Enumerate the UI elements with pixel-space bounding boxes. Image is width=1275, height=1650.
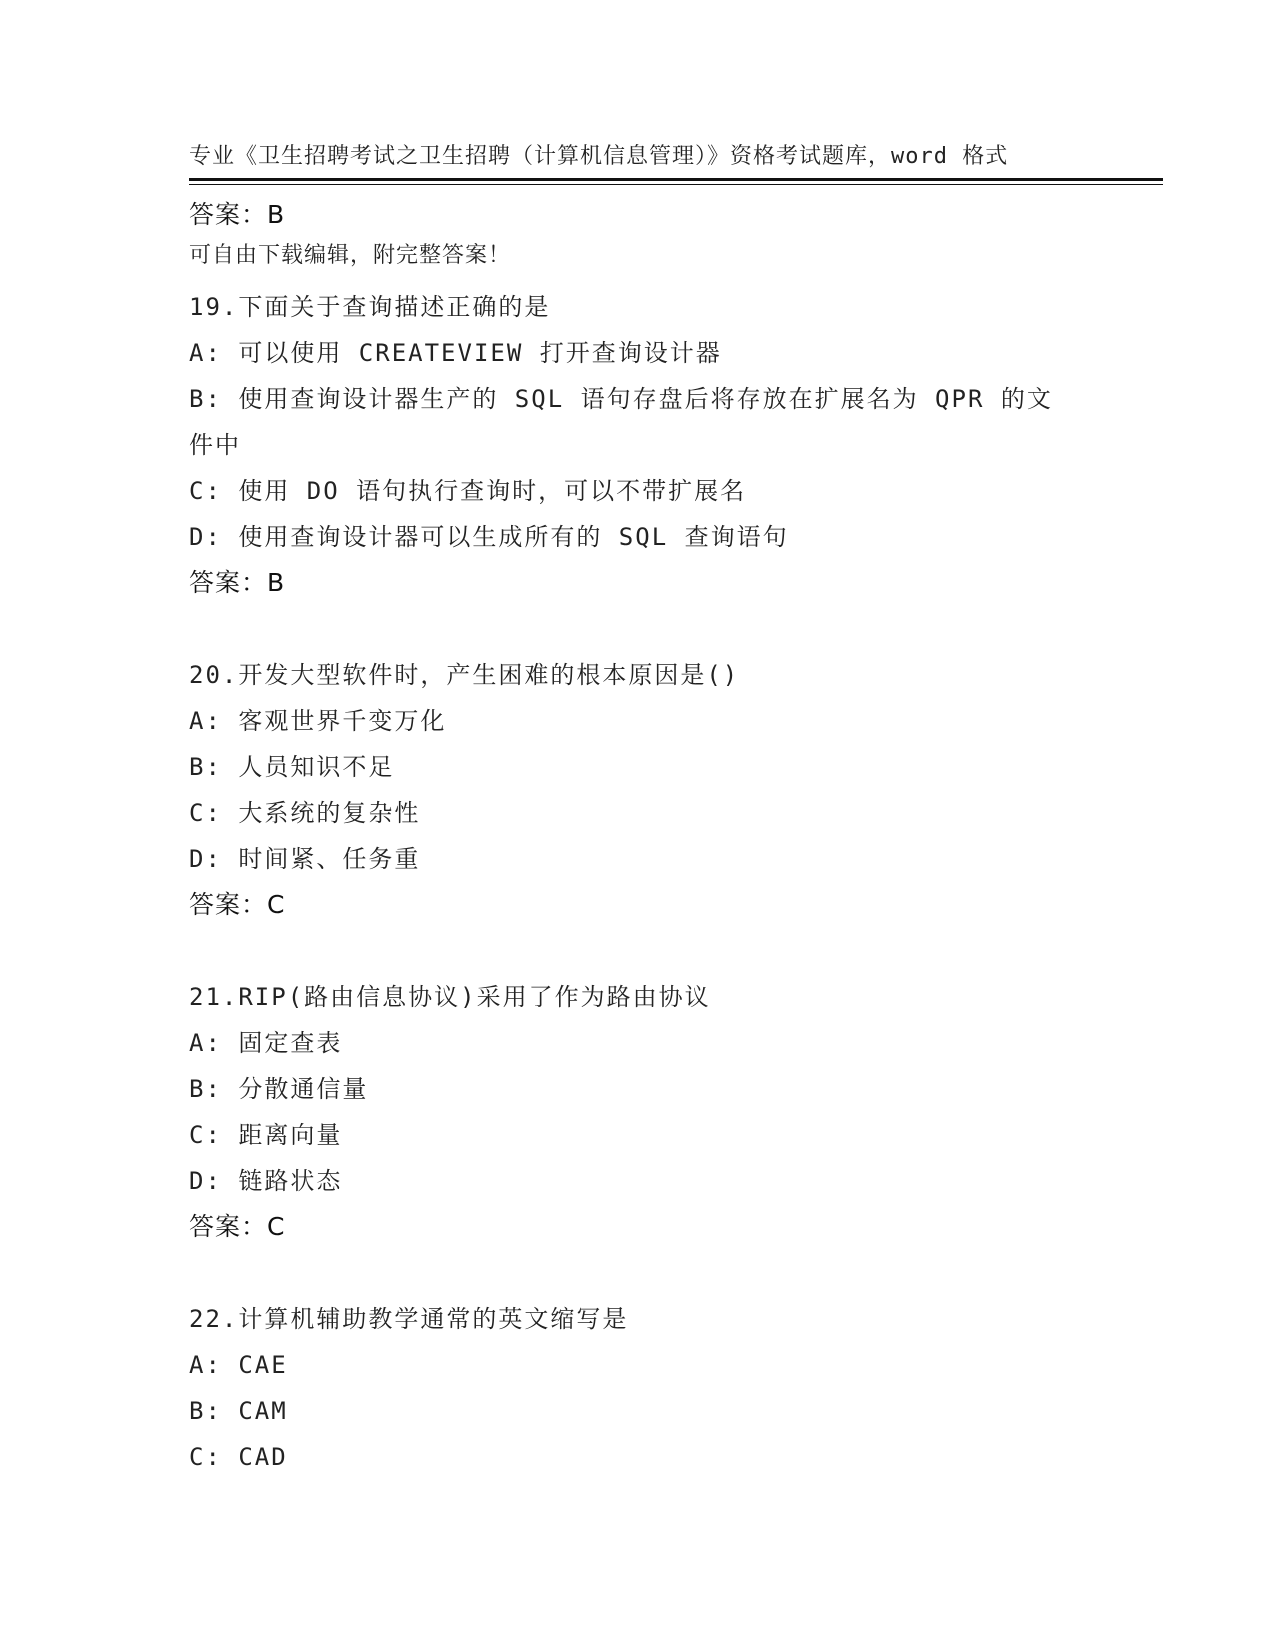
option-c: C: 距离向量 <box>189 1121 343 1149</box>
option-a: A: CAE <box>189 1351 288 1379</box>
option-c: C: CAD <box>189 1443 288 1471</box>
option-c: C: 大系统的复杂性 <box>189 799 421 827</box>
answer-line: 答案：C <box>189 1212 286 1241</box>
header-divider-thick <box>189 178 1163 181</box>
option-d: D: 使用查询设计器可以生成所有的 SQL 查询语句 <box>189 523 789 551</box>
option-b: B: 分散通信量 <box>189 1075 369 1103</box>
option-c: C: 使用 DO 语句执行查询时，可以不带扩展名 <box>189 477 747 505</box>
question-block-21 <box>189 974 1109 1250</box>
answer-line: 答案：C <box>189 890 286 919</box>
answer-line: 答案：B <box>189 568 286 597</box>
option-a: A: 固定查表 <box>189 1029 343 1057</box>
option-a: A: 客观世界千变万化 <box>189 707 447 735</box>
question-stem: 19.下面关于查询描述正确的是 <box>189 293 551 321</box>
header-divider-thin <box>189 184 1163 185</box>
option-a: A: 可以使用 CREATEVIEW 打开查询设计器 <box>189 339 722 367</box>
option-b-continued: 件中 <box>189 431 241 459</box>
question-block-19 <box>189 284 1109 606</box>
question-list <box>189 192 1109 1480</box>
header-line-2: 可自由下载编辑，附完整答案！ <box>189 243 512 268</box>
header-line-1: 专业《卫生招聘考试之卫生招聘（计算机信息管理）》资格考试题库，word 格式 <box>189 144 1009 169</box>
answer-line: 答案：B <box>189 200 286 229</box>
option-b: B: CAM <box>189 1397 288 1425</box>
option-d: D: 时间紧、任务重 <box>189 845 421 873</box>
question-stem: 22.计算机辅助教学通常的英文缩写是 <box>189 1305 629 1333</box>
option-d: D: 链路状态 <box>189 1167 343 1195</box>
question-stem: 20.开发大型软件时，产生困难的根本原因是() <box>189 661 740 689</box>
question-block-20 <box>189 652 1109 928</box>
question-block-22 <box>189 1296 1109 1480</box>
question-stem: 21.RIP(路由信息协议)采用了作为路由协议 <box>189 983 711 1011</box>
option-b: B: 人员知识不足 <box>189 753 395 781</box>
option-b: B: 使用查询设计器生产的 SQL 语句存盘后将存放在扩展名为 QPR 的文 <box>189 385 1053 413</box>
